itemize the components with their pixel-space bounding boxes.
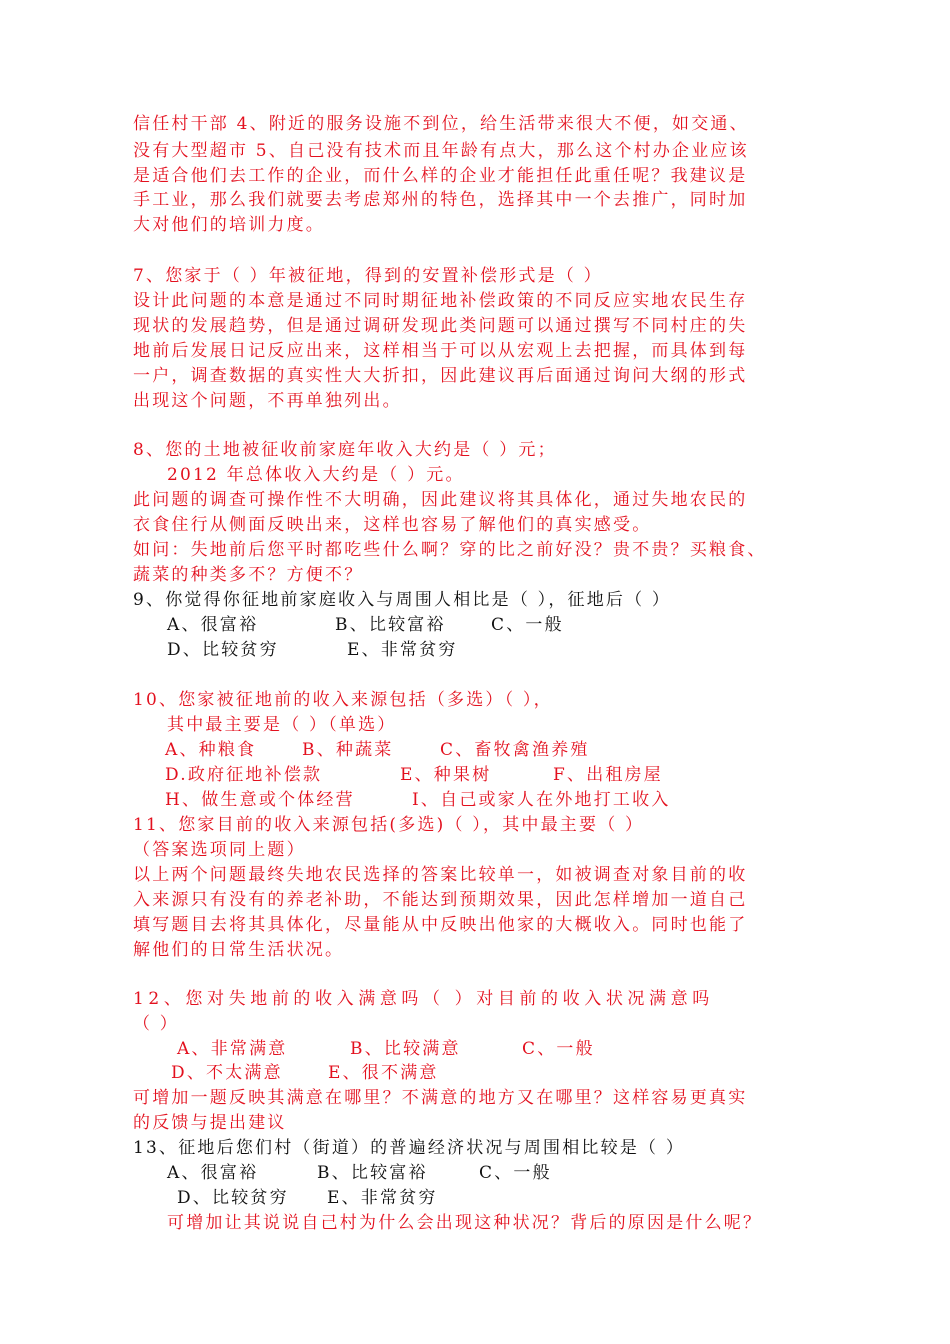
q7-comment-5: 出现这个问题，不再单独列出。 [133,391,402,411]
intro-line-4: 手工业，那么我们就要去考虑郑州的特色，选择其中一个去推广，同时加 [133,190,748,210]
q12-comment-1: 可增加一题反映其满意在哪里？不满意的地方又在哪里？这样容易更真实 [133,1088,748,1108]
q8-comment-1: 此问题的调查可操作性不大明确，因此建议将其具体化，通过失地农民的 [133,490,748,510]
q9-option-b: B、比较富裕 [335,615,446,635]
q10-option-i: I、自己或家人在外地打工收入 [412,790,671,810]
q8-comment-3: 如问：失地前后您平时都吃些什么啊？穿的比之前好没？贵不贵？买粮食、 [133,540,767,560]
q8-question: 8、您的土地被征收前家庭年收入大约是（ ）元； [133,440,557,460]
intro-line-1: 信任村干部 4、附近的服务设施不到位，给生活带来很大不便，如交通、 [133,114,749,134]
q9-options-row-2 [167,639,857,661]
q10-option-d: D.政府征地补偿款 [165,765,323,785]
intro-line-5: 大对他们的培训力度。 [133,215,325,235]
q10-option-a: A、种粮食 [165,740,257,760]
q10-option-b: B、种蔬菜 [302,740,394,760]
q11-comment-3: 填写题目去将其具体化，尽量能从中反映出他家的大概收入。同时也能了 [133,915,748,935]
q10-option-h: H、做生意或个体经营 [165,790,355,810]
q13-option-d: D、比较贫穷 [177,1188,289,1208]
q13-option-c: C、一般 [479,1163,552,1183]
q12-comment-2: 的反馈与提出建议 [133,1113,287,1133]
q8-comment-2: 衣食住行从侧面反映出来，这样也容易了解他们的真实感受。 [133,515,652,535]
q11-comment-4: 解他们的日常生活状况。 [133,940,345,960]
intro-line-2: 没有大型超市 5、自己没有技术而且年龄有点大，那么这个村办企业应该 [133,141,749,161]
q11-question: 11、您家目前的收入来源包括(多选)（ ），其中最主要（ ） [133,815,645,835]
q9-option-d: D、比较贫穷 [167,640,279,660]
q7-comment-4: 一户，调查数据的真实性大大折扣，因此建议再后面通过询问大纲的形式 [133,366,748,386]
q11-comment-1: 以上两个问题最终失地农民选择的答案比较单一，如被调查对象目前的收 [133,865,748,885]
q12-question: 12、您对失地前的收入满意吗（ ）对目前的收入状况满意吗 [133,989,714,1009]
q8-subquestion: 2012 年总体收入大约是（ ）元。 [167,465,465,485]
q13-options-row-1 [167,1162,857,1184]
q12-option-c: C、一般 [522,1039,595,1059]
q13-option-e: E、非常贫穷 [327,1188,438,1208]
q11-subnote: （答案选项同上题） [133,840,306,860]
q10-option-e: E、种果树 [400,765,492,785]
q12-options-row-2 [171,1062,861,1084]
q12-option-d: D、不太满意 [171,1063,283,1083]
q8-comment-4: 蔬菜的种类多不？方便不？ [133,565,364,585]
q10-options-row-3 [165,789,855,811]
q12-option-b: B、比较满意 [350,1039,461,1059]
q7-comment-1: 设计此问题的本意是通过不同时期征地补偿政策的不同反应实地农民生存 [133,291,748,311]
q9-option-c: C、一般 [491,615,564,635]
intro-line-3: 是适合他们去工作的企业，而什么样的企业才能担任此重任呢？我建议是 [133,166,748,186]
q11-comment-2: 入来源只有没有的养老补助，不能达到预期效果，因此怎样增加一道自己 [133,890,748,910]
q10-question: 10、您家被征地前的收入来源包括（多选）（ ）， [133,690,553,710]
q13-option-b: B、比较富裕 [317,1163,428,1183]
q10-option-f: F、出租房屋 [553,765,663,785]
q10-subquestion: 其中最主要是（ ）（单选） [167,715,397,735]
q9-option-a: A、很富裕 [167,615,259,635]
q12-option-a: A、非常满意 [177,1039,288,1059]
q7-question: 7、您家于（ ）年被征地，得到的安置补偿形式是（ ） [133,266,603,286]
q12-option-e: E、很不满意 [328,1063,439,1083]
q13-comment-1: 可增加让其说说自己村为什么会出现这种状况？背后的原因是什么呢？ [167,1213,763,1233]
q10-options-row-1 [165,739,855,761]
q9-question: 9、你觉得你征地前家庭收入与周围人相比是（ ），征地后（ ） [133,590,672,610]
q12-question-cont: （ ） [133,1014,180,1034]
q9-option-e: E、非常贫穷 [347,640,458,660]
q7-comment-2: 现状的发展趋势，但是通过调研发现此类问题可以通过撰写不同村庄的失 [133,316,748,336]
q7-comment-3: 地前后发展日记反应出来，这样相当于可以从宏观上去把握，而具体到每 [133,341,748,361]
q10-option-c: C、畜牧禽渔养殖 [440,740,590,760]
q13-options-row-2 [177,1187,867,1209]
q10-options-row-2 [165,764,855,786]
q9-options-row-1 [167,614,857,636]
q13-option-a: A、很富裕 [167,1163,259,1183]
q12-options-row-1 [177,1038,867,1060]
q13-question: 13、征地后您们村（街道）的普遍经济状况与周围相比较是（ ） [133,1138,686,1158]
